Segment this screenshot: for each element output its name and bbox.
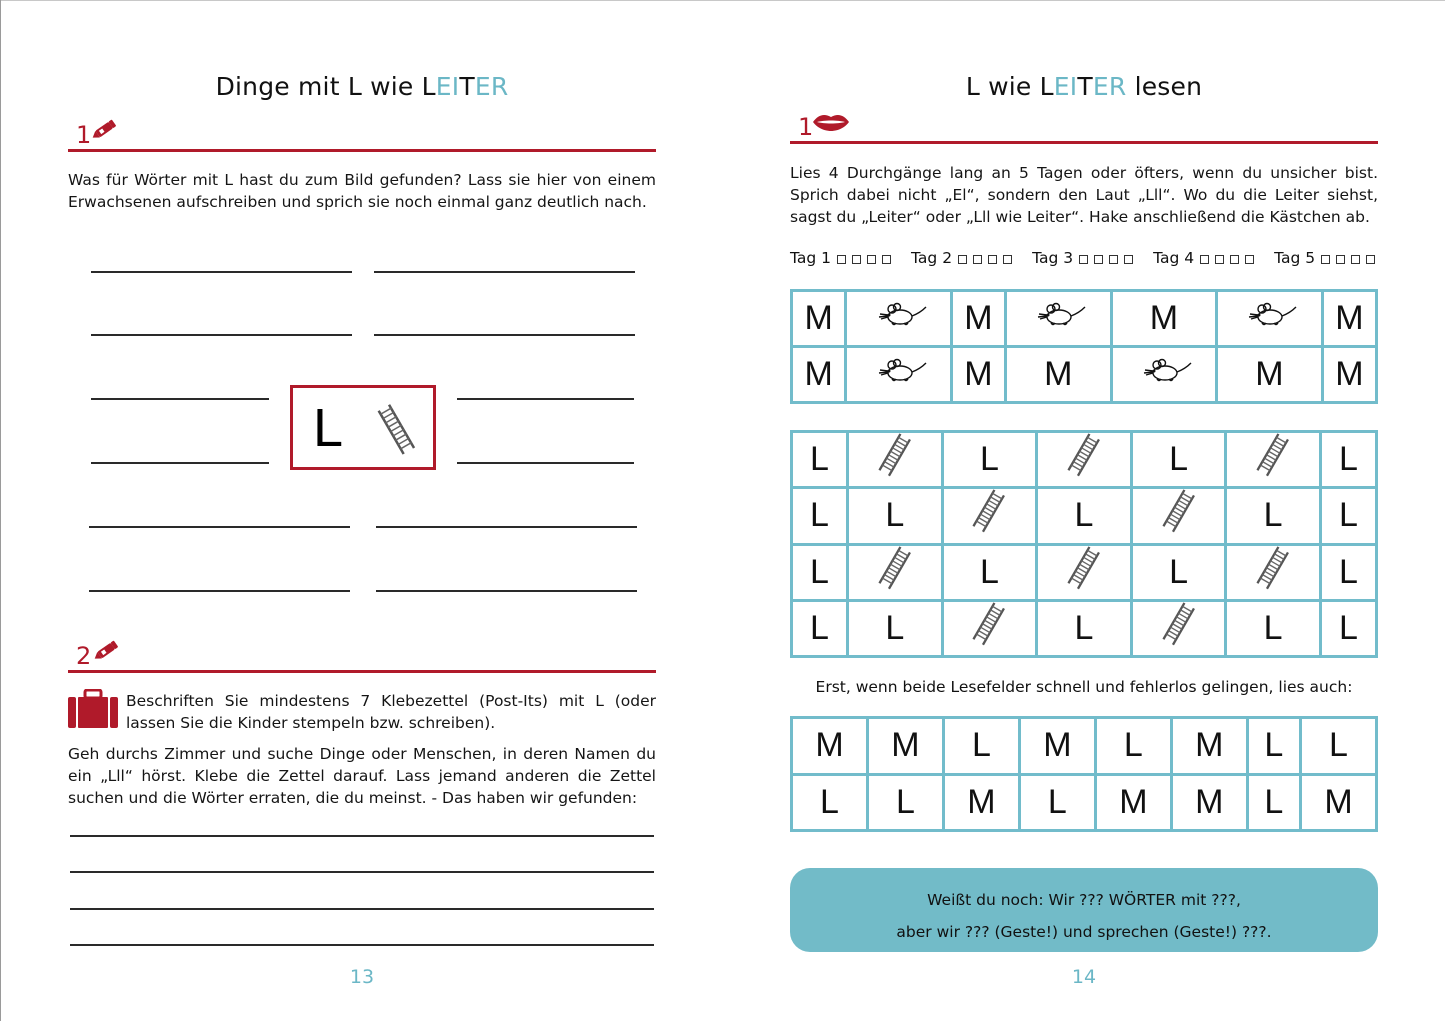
day-checkbox[interactable] — [1003, 255, 1012, 264]
day-checkbox[interactable] — [1351, 255, 1360, 264]
mouse-icon — [846, 291, 952, 347]
left-section-1-text: Was für Wörter mit L hast du zum Bild gefunden? Lass sie hier von einem Erwachsenen aufschreiben und sprich sie noch einmal ganz deutlich nach. — [68, 171, 656, 211]
ladder-icon — [375, 402, 419, 460]
day-group — [911, 249, 1018, 267]
grid-letter: L — [848, 488, 943, 544]
writing-line[interactable] — [91, 334, 352, 336]
extra-instruction: Erst, wenn beide Lesefelder schnell und fehlerlos gelingen, lies auch: — [815, 678, 1353, 696]
day-checkbox[interactable] — [1336, 255, 1345, 264]
grid-letter: M — [792, 291, 846, 347]
grid-row — [792, 600, 1377, 656]
day-checkbox[interactable] — [1230, 255, 1239, 264]
writing-line[interactable] — [89, 590, 350, 592]
grid-letter: L — [1019, 774, 1095, 831]
title-highlight-segment: ER — [474, 72, 509, 101]
day-checkbox[interactable] — [837, 255, 846, 264]
day-checkbox[interactable] — [852, 255, 861, 264]
grid-letter: L — [792, 488, 848, 544]
ladder-icon — [942, 488, 1037, 544]
writing-line[interactable] — [91, 398, 269, 400]
writing-line[interactable] — [376, 590, 637, 592]
grid-letter: L — [792, 432, 848, 488]
grid-letter: M — [792, 718, 868, 775]
right-page-title — [780, 72, 1388, 101]
page-border-left — [0, 0, 1, 1021]
mouse-icon — [1006, 291, 1112, 347]
day-checkbox[interactable] — [1366, 255, 1375, 264]
day-checkbox[interactable] — [1215, 255, 1224, 264]
writing-line[interactable] — [70, 871, 654, 873]
day-checkbox[interactable] — [1094, 255, 1103, 264]
day-checkbox-row — [790, 249, 1380, 267]
reminder-box — [790, 868, 1378, 952]
grid-letter: M — [867, 718, 943, 775]
writing-line[interactable] — [91, 271, 352, 273]
ladder-icon — [848, 432, 943, 488]
day-group — [790, 249, 897, 267]
writing-line[interactable] — [457, 398, 634, 400]
day-checkbox[interactable] — [1245, 255, 1254, 264]
day-checkbox[interactable] — [988, 255, 997, 264]
grid-letter: L — [1247, 774, 1300, 831]
grid-letter: M — [1217, 347, 1323, 403]
title-prefix: L wie — [965, 72, 1040, 101]
page-number-right: 14 — [1071, 966, 1097, 988]
right-section-1-text: Lies 4 Durchgänge lang an 5 Tagen oder öfters, wenn du unsicher bist. Sprich dabei nicht „El“, sondern den Laut „Lll“. Wo du die Leiter siehst, sagst du „Leiter“ oder „Lll wie Leiter“. Hake anschließend die Kästchen ab. — [790, 164, 1378, 226]
grid-letter: L — [1320, 488, 1376, 544]
grid-letter: M — [951, 347, 1005, 403]
card-letter: L — [313, 398, 344, 458]
grid-letter: M — [1171, 718, 1247, 775]
grid-letter: L — [942, 432, 1037, 488]
day-checkbox[interactable] — [882, 255, 891, 264]
ladder-icon — [1037, 544, 1132, 600]
title-suffix: lesen — [1126, 72, 1203, 101]
grid-row — [792, 774, 1377, 831]
grid-letter: M — [1322, 347, 1376, 403]
lips-icon — [812, 113, 850, 135]
ladder-icon — [848, 544, 943, 600]
writing-line[interactable] — [374, 271, 635, 273]
day-checkbox[interactable] — [1321, 255, 1330, 264]
title-segment: L — [1039, 72, 1054, 101]
day-group — [1274, 249, 1381, 267]
title-word — [1040, 72, 1127, 101]
grid-row — [792, 432, 1377, 488]
section-number: 1 — [798, 113, 814, 141]
grid-letter: L — [1226, 600, 1321, 656]
day-checkbox[interactable] — [1079, 255, 1088, 264]
grid-letter: L — [1320, 432, 1376, 488]
grid-letter: M — [951, 291, 1005, 347]
grid-letter: L — [1095, 718, 1171, 775]
writing-line[interactable] — [374, 334, 635, 336]
page-border-top — [0, 0, 1445, 1]
ladder-icon — [1037, 432, 1132, 488]
grid-letter: L — [943, 718, 1019, 775]
day-label: Tag 3 — [1032, 249, 1074, 267]
grid-letter: L — [1037, 600, 1132, 656]
pencil-icon — [92, 118, 118, 144]
grid-row — [792, 488, 1377, 544]
grid-letter: L — [1037, 488, 1132, 544]
day-label: Tag 1 — [790, 249, 832, 267]
day-group — [1032, 249, 1139, 267]
title-word — [422, 72, 509, 101]
ladder-icon — [1131, 488, 1226, 544]
day-checkbox[interactable] — [1200, 255, 1209, 264]
grid-letter: M — [943, 774, 1019, 831]
writing-line[interactable] — [91, 462, 269, 464]
day-checkbox[interactable] — [958, 255, 967, 264]
grid-letter: M — [1322, 291, 1376, 347]
reading-grid-m — [790, 289, 1378, 404]
writing-line[interactable] — [376, 526, 637, 528]
day-checkbox[interactable] — [1124, 255, 1133, 264]
left-section-1-header — [68, 118, 656, 152]
grid-letter: L — [1320, 600, 1376, 656]
writing-line[interactable] — [457, 462, 634, 464]
grid-letter: M — [1019, 718, 1095, 775]
ladder-icon — [1131, 600, 1226, 656]
right-section-1-header — [790, 110, 1378, 144]
reading-grid-mixed — [790, 716, 1378, 832]
child-instruction-text: Geh durchs Zimmer und suche Dinge oder Menschen, in deren Namen du ein „Lll“ hörst. Klebe die Zettel darauf. Lass jemand anderen die Zettel suchen und die Wörter erraten, die du meinst. - Das haben wir gefunden: — [68, 745, 656, 807]
grid-letter: M — [792, 347, 846, 403]
ladder-icon — [942, 600, 1037, 656]
grid-letter: L — [792, 774, 868, 831]
title-segment: T — [1077, 72, 1093, 101]
reminder-line-2: aber wir ??? (Geste!) und sprechen (Geste!) ???. — [896, 923, 1272, 941]
grid-letter: L — [1226, 488, 1321, 544]
letter-picture-card — [290, 385, 436, 470]
grid-row — [792, 291, 1377, 347]
grid-letter: L — [792, 544, 848, 600]
mouse-icon — [846, 347, 952, 403]
grid-letter: L — [942, 544, 1037, 600]
title-highlight-segment: EI — [435, 72, 460, 101]
grid-letter: M — [1171, 774, 1247, 831]
mouse-icon — [1111, 347, 1217, 403]
ladder-icon — [1226, 432, 1321, 488]
section-number: 1 — [76, 121, 92, 149]
day-group — [1153, 249, 1260, 267]
grid-row — [792, 347, 1377, 403]
day-checkbox[interactable] — [867, 255, 876, 264]
ladder-icon — [1226, 544, 1321, 600]
title-highlight-segment: EI — [1053, 72, 1078, 101]
briefcase-icon — [68, 689, 118, 733]
title-segment: L — [421, 72, 436, 101]
day-label: Tag 2 — [911, 249, 953, 267]
grid-letter: L — [1247, 718, 1300, 775]
grid-letter: M — [1095, 774, 1171, 831]
grid-letter: L — [1131, 544, 1226, 600]
page-number-left: 13 — [349, 966, 375, 988]
parent-instruction-text: Beschriften Sie mindestens 7 Klebezettel (Post-Its) mit L (oder lassen Sie die Kinder stempeln bzw. schreiben). — [126, 692, 656, 732]
title-highlight-segment: ER — [1092, 72, 1127, 101]
day-checkbox[interactable] — [973, 255, 982, 264]
reading-grid-l — [790, 430, 1378, 658]
writing-line[interactable] — [70, 944, 654, 946]
writing-line[interactable] — [89, 526, 350, 528]
grid-letter: L — [867, 774, 943, 831]
grid-letter: M — [1111, 291, 1217, 347]
grid-letter: L — [1300, 718, 1376, 775]
title-segment: T — [459, 72, 475, 101]
writing-line[interactable] — [70, 835, 654, 837]
reminder-line-1: Weißt du noch: Wir ??? WÖRTER mit ???, — [927, 891, 1241, 909]
grid-letter: L — [848, 600, 943, 656]
left-section-2-header — [68, 639, 656, 673]
day-label: Tag 4 — [1153, 249, 1195, 267]
title-prefix: Dinge mit L wie — [215, 72, 422, 101]
grid-letter: L — [1131, 432, 1226, 488]
grid-letter: M — [1300, 774, 1376, 831]
day-label: Tag 5 — [1274, 249, 1316, 267]
mouse-icon — [1217, 291, 1323, 347]
grid-letter: L — [1320, 544, 1376, 600]
section-number: 2 — [76, 642, 92, 670]
day-checkbox[interactable] — [1109, 255, 1118, 264]
pencil-icon — [94, 639, 120, 665]
grid-letter: M — [1006, 347, 1112, 403]
grid-row — [792, 544, 1377, 600]
grid-letter: L — [792, 600, 848, 656]
left-page-title — [60, 72, 664, 101]
grid-row — [792, 718, 1377, 775]
writing-line[interactable] — [70, 908, 654, 910]
